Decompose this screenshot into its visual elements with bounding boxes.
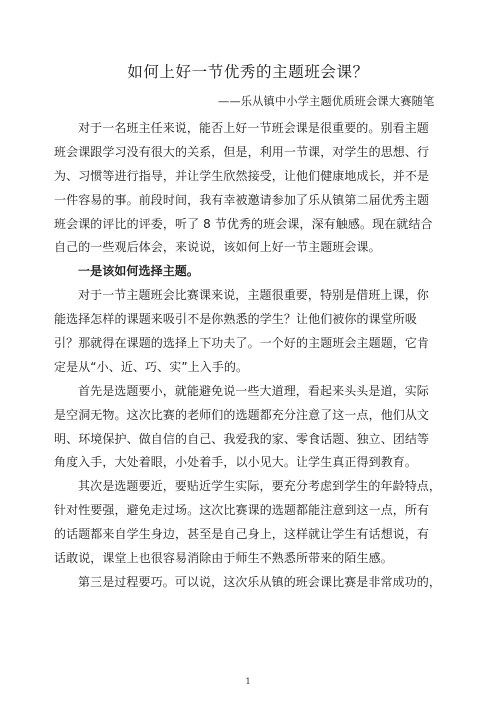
paragraph-line: 角度入手，大处着眼，小处着手，以小见大。让学生真正得到教育。 [54,455,418,470]
paragraph-line: 为、习惯等进行指导，并让学生欣然接受，让他们健康地成长，并不是 [54,168,430,183]
paragraph-line: 能选择怎样的课题来吸引不是你熟悉的学生？让他们被你的课堂所吸 [54,312,418,327]
paragraph-line: 自己的一些观后体会，来说说，该如何上好一节主题班会课。 [54,240,381,255]
paragraph-line: 引？那就得在课题的选择上下功夫了。一个好的主题班会主题题，它肯 [54,336,430,351]
paragraph-line: 一件容易的事。前段时间，我有幸被邀请参加了乐从镇第二届优秀主题 [54,192,430,207]
paragraph-line: 定是从“小、近、巧、实”上入手的。 [54,359,249,374]
paragraph-line: 的话题都来自学生身边，甚至是自己身上，这样就让学生有话想说，有 [54,527,430,542]
paragraph-line: 是空洞无物。这次比赛的老师们的选题都充分注意了这一点，他们从文 [54,407,430,422]
paragraph-line: 首先是选题要小，就能避免说一些大道理，看起来头头是道，实际 [78,383,429,398]
paragraph-line: 其次是选题要近，要贴近学生实际，要充分考虑到学生的年龄特点， [78,479,442,494]
document-subtitle: ——乐从镇中小学主题优质班会课大赛随笔 [218,95,435,108]
paragraph-line: 明、环境保护、做自信的自己、我爱我的家、零食话题、独立、团结等 [54,431,430,446]
document-title: 如何上好一节优秀的主题班会课？ [127,63,369,81]
section-heading: 一是该如何选择主题。 [78,264,200,279]
page-number: 1 [245,677,251,686]
paragraph-line: 第三是过程要巧。可以说，这次乐从镇的班会课比赛是非常成功的， [78,574,442,589]
paragraph-line: 针对性要强，避免走过场。这次比赛课的选题都能注意到这一点，所有 [54,503,430,518]
paragraph-line: 班会课跟学习没有很大的关系，但是，利用一节课，对学生的思想、行 [54,144,430,159]
paragraph-line: 话敢说，课堂上也很容易消除由于师生不熟悉所带来的陌生感。 [54,551,393,566]
paragraph-line: 对于一节主题班会比赛课来说，主题很重要，特别是借班上课，你 [78,288,429,303]
paragraph-line: 班会课的评比的评委，听了 8 节优秀的班会课，深有触感。现在就结合 [54,216,433,231]
paragraph-line: 对于一名班主任来说，能否上好一节班会课是很重要的。别看主题 [78,121,429,135]
document-body [54,117,448,595]
